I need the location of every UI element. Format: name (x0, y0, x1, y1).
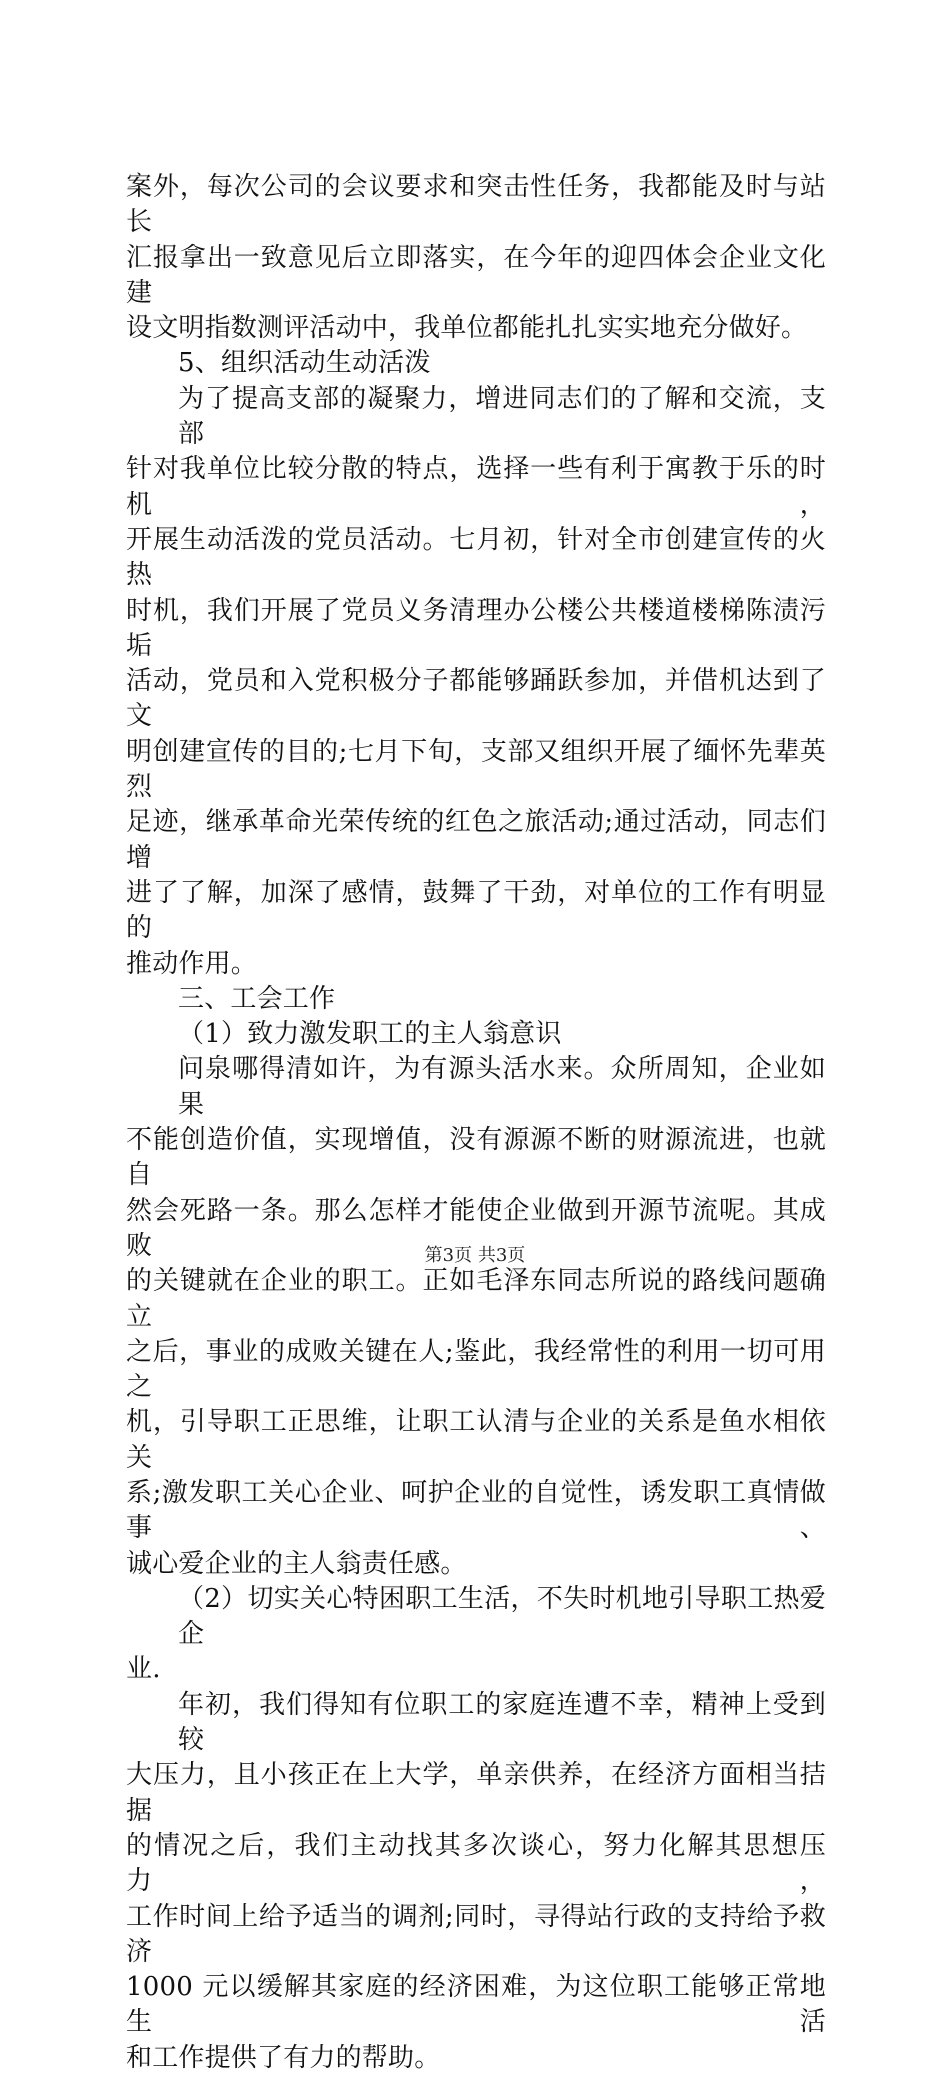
body-line: 明创建宣传的目的;七月下旬，支部又组织开展了缅怀先辈英烈 (126, 736, 826, 803)
body-line: （2）切实关心特困职工生活，不失时机地引导职工热爱企 (178, 1583, 826, 1650)
body-line: 进了了解，加深了感情，鼓舞了干劲，对单位的工作有明显的 (126, 877, 826, 944)
body-line: 推动作用。 (126, 948, 258, 979)
body-line: （1）致力激发职工的主人翁意识 (178, 1019, 562, 1050)
body-line: 足迹，继承革命光荣传统的红色之旅活动;通过活动，同志们增 (126, 807, 826, 873)
body-line: 年初，我们得知有位职工的家庭连遭不幸，精神上受到较 (178, 1689, 826, 1756)
body-line: 工作时间上给予适当的调剂;同时，寻得站行政的支持给予救济 (126, 1901, 826, 1967)
body-line: 活动，党员和入党积极分子都能够踊跃参加，并借机达到了文 (126, 666, 826, 732)
page-footer: 第3页 共3页 (424, 1245, 526, 1266)
body-line: 机，引导职工正思维，让职工认清与企业的关系是鱼水相依关 (126, 1407, 826, 1473)
body-line: 汇报拿出一致意见后立即落实，在今年的迎四体会企业文化建 (126, 242, 826, 308)
body-line: 的关键就在企业的职工。正如毛泽东同志所说的路线问题确立 (126, 1266, 826, 1332)
body-line: 不能创造价值，实现增值，没有源源不断的财源流进，也就自 (126, 1125, 826, 1191)
body-line: 设文明指数测评活动中，我单位都能扎扎实实地充分做好。 (126, 313, 808, 344)
body-line: 的情况之后，我们主动找其多次谈心，努力化解其思想压力， (126, 1830, 826, 1897)
body-line: 案外，每次公司的会议要求和突击性任务，我都能及时与站长 (126, 172, 826, 238)
body-line: 三、工会工作 (178, 983, 336, 1014)
body-line: 问泉哪得清如许，为有源头活水来。众所周知，企业如果 (178, 1054, 826, 1120)
body-line: 1000 元以缓解其家庭的经济困难，为这位职工能够正常地生活 (126, 1972, 826, 2038)
body-line: 诚心爱企业的主人翁责任感。 (126, 1548, 467, 1579)
body-line: 和工作提供了有力的帮助。 (126, 2042, 441, 2073)
body-line: 针对我单位比较分散的特点，选择一些有利于寓教于乐的时机， (126, 454, 826, 520)
body-line: 为了提高支部的凝聚力，增进同志们的了解和交流，支部 (178, 383, 826, 450)
body-line: 系;激发职工关心企业、呵护企业的自觉性，诱发职工真情做事、 (126, 1477, 826, 1544)
body-line: 然会死路一条。那么怎样才能使企业做到开源节流呢。其成败 (126, 1195, 826, 1261)
body-line: 开展生动活泼的党员活动。七月初，针对全市创建宣传的火热 (126, 524, 826, 591)
body-line: 时机，我们开展了党员义务清理办公楼公共楼道楼梯陈渍污垢 (126, 595, 826, 661)
body-line: 5、组织活动生动活泼 (178, 348, 431, 379)
body-line: 业. (126, 1654, 161, 1685)
document-body (126, 170, 826, 2076)
body-line: 之后，事业的成败关键在人;鉴此，我经常性的利用一切可用之 (126, 1336, 826, 1403)
body-line: 大压力，且小孩正在上大学，单亲供养，在经济方面相当拮据 (126, 1760, 826, 1826)
